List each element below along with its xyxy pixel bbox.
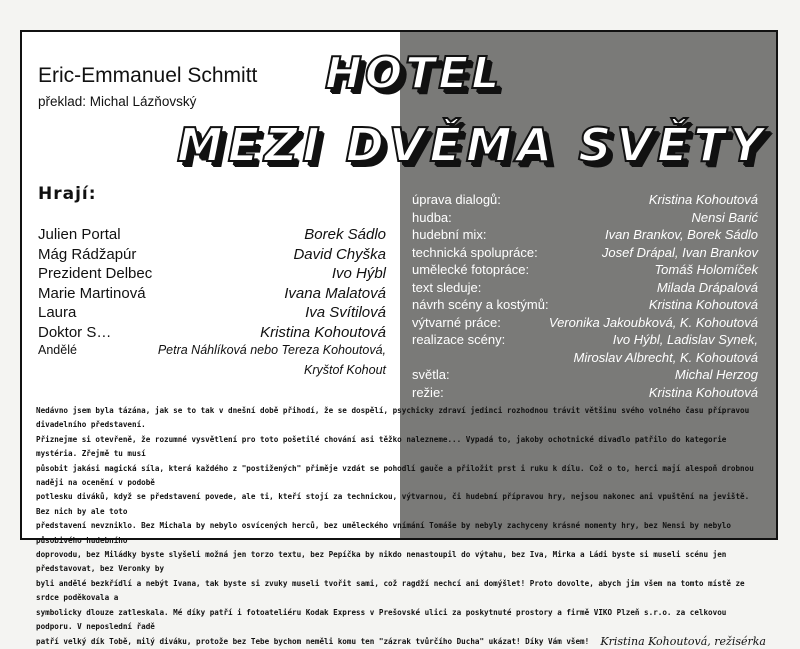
translation-credit: překlad: Michal Lázňovský [38,94,197,109]
title-line-1: HOTEL [325,48,503,99]
note-line: Nedávno jsem byla tázána, jak se to tak v dnešní době přihodí, že se dospělí, psychicky zdraví jedinci rozhodnou trávit většinu svého volného času přípravou divadelního představení. [36,406,750,430]
crew-person-continued: Miroslav Albrecht, K. Kohoutová [573,349,758,365]
crew-role: umělecké fotopráce: [412,262,530,277]
note-line: potlesku diváků, když se představení povede, ale ti, kteří stojí za technickou, výtvarnou, či hudební přípravou hry, nejsou nakonec ani vpuštění na jeviště. Bez nich by ale toto [36,492,750,516]
crew-row [412,332,758,350]
cast-actor: Iva Svítilová [305,304,386,321]
crew-role: hudba: [412,209,452,225]
note-line: symbolicky dlouze zatleskala. Mé díky patří i fotoateliéru Kodak Express v Prešovské ulici za poskytnuté prostory a firmě VIKO Plzeň s.r.o. za celkovou podporu. V neposlední řadě [36,607,727,632]
cast-actor: Petra Náhlíková nebo Tereza Kohoutová, [157,343,386,357]
title-line-2: MEZI DVĚMA SVĚTY [177,118,769,172]
crew-role: návrh scény a kostýmů: [412,297,549,312]
cast-row [38,343,386,363]
crew-role: hudební mix: [412,227,487,242]
crew-person: Milada Drápalová [656,279,758,295]
cast-row [38,304,386,324]
crew-row [412,280,758,298]
cast-actor-continued: Kryštof Kohout [304,362,386,377]
poster-sheet [20,30,778,648]
cast-heading: Hrají: [38,184,97,204]
crew-row [412,315,758,333]
crew-person: Michal Herzog [674,367,758,382]
cast-list [38,226,386,381]
cast-row [38,246,386,266]
crew-row [412,262,758,280]
author-name: Eric-Emmanuel Schmitt [38,64,258,87]
cast-role: Mág Rádžapúr [38,245,137,263]
note-line: byli andělé bezkřídlí a nebýt Ivana, tak byste si zvuky museli tvořit sami, což ragdží nechcí ani domýšlet! Proto dovolte, abych jim všem na tomto místě ze srdce poděkovala a [36,578,745,603]
note-line: působit jakási magická síla, která každého z "postižených" přiměje vzdát se pohodlí gauče a přiložit prst i ruku k dílu. Což o to, herci mají alespoň drobnou naději na ocenění v podobě [36,463,754,488]
cast-role: Laura [38,304,77,321]
crew-role: text sleduje: [412,279,482,295]
crew-person: Kristina Kohoutová [648,384,758,400]
cast-row [38,265,386,285]
cast-role: Andělé [38,343,77,357]
director-note [36,404,766,649]
cast-actor: Ivana Malatová [284,284,386,302]
crew-person: Veronika Jakoubková, K. Kohoutová [548,314,758,330]
note-line: Přiznejme si otevřeně, že rozumné vysvětlení pro toto pošetilé chování asi těžko nalezneme... Vypadá to, jakoby ochotnické divadlo patřilo do kategorie mystéria. Zřejmě tu musí [36,434,727,459]
crew-person: Nensi Barić [691,209,758,225]
note-line: představení nevzniklo. Bez Michala by nebylo osvícených herců, bez uměleckého vnímání Tomáše by nebyly zachyceny krásné momenty hry, bez Nensi by nebylo působivého hudebního [36,521,731,545]
note-line-last [36,635,766,649]
crew-row [412,192,758,210]
crew-row [412,367,758,385]
crew-role: technická spolupráce: [412,244,538,260]
crew-row [412,227,758,245]
cast-row [38,324,386,344]
crew-person: Josef Drápal, Ivan Brankov [601,244,758,260]
note-line: doprovodu, bez Miládky byste slyšeli možná jen torzo textu, bez Pepíčka by nikdo nenastoupil do výtahu, bez Iva, Mirka a Ládi byste si museli scénu jen představovat, bez Veronky by [36,550,727,574]
cast-role: Doktor S… [38,323,112,341]
director-signature: Kristina Kohoutová, režisérka [600,634,766,648]
crew-row [412,245,758,263]
crew-row [412,297,758,315]
crew-person: Ivan Brankov, Borek Sádlo [605,227,758,242]
crew-role: úprava dialogů: [412,192,501,207]
crew-list [412,192,758,402]
crew-role: světla: [412,367,450,382]
cast-row [38,285,386,305]
crew-person: Kristina Kohoutová [648,192,758,207]
crew-role: výtvarné práce: [412,314,501,330]
cast-row [38,226,386,246]
cast-actor: Ivo Hýbl [331,265,386,282]
note-line: patří velký dík Tobě, milý diváku, protože bez Tebe bychom neměli komu ten "zázrak tvůrčího Ducha" ukázat! Díky Vám všem! [36,636,590,646]
crew-row [412,385,758,403]
crew-role: realizace scény: [412,332,506,347]
cast-role: Prezident Delbec [38,265,153,282]
cast-actor: Kristina Kohoutová [260,323,386,341]
cast-role: Julien Portal [38,226,121,243]
crew-person: Ivo Hýbl, Ladislav Synek, [612,332,758,347]
crew-person: Tomáš Holomíček [654,262,758,277]
crew-role: režie: [412,384,444,400]
crew-person: Kristina Kohoutová [648,297,758,312]
cast-actor: David Chyška [293,245,386,263]
cast-role: Marie Martinová [38,284,146,302]
cast-actor: Borek Sádlo [304,226,386,243]
crew-row [412,210,758,228]
